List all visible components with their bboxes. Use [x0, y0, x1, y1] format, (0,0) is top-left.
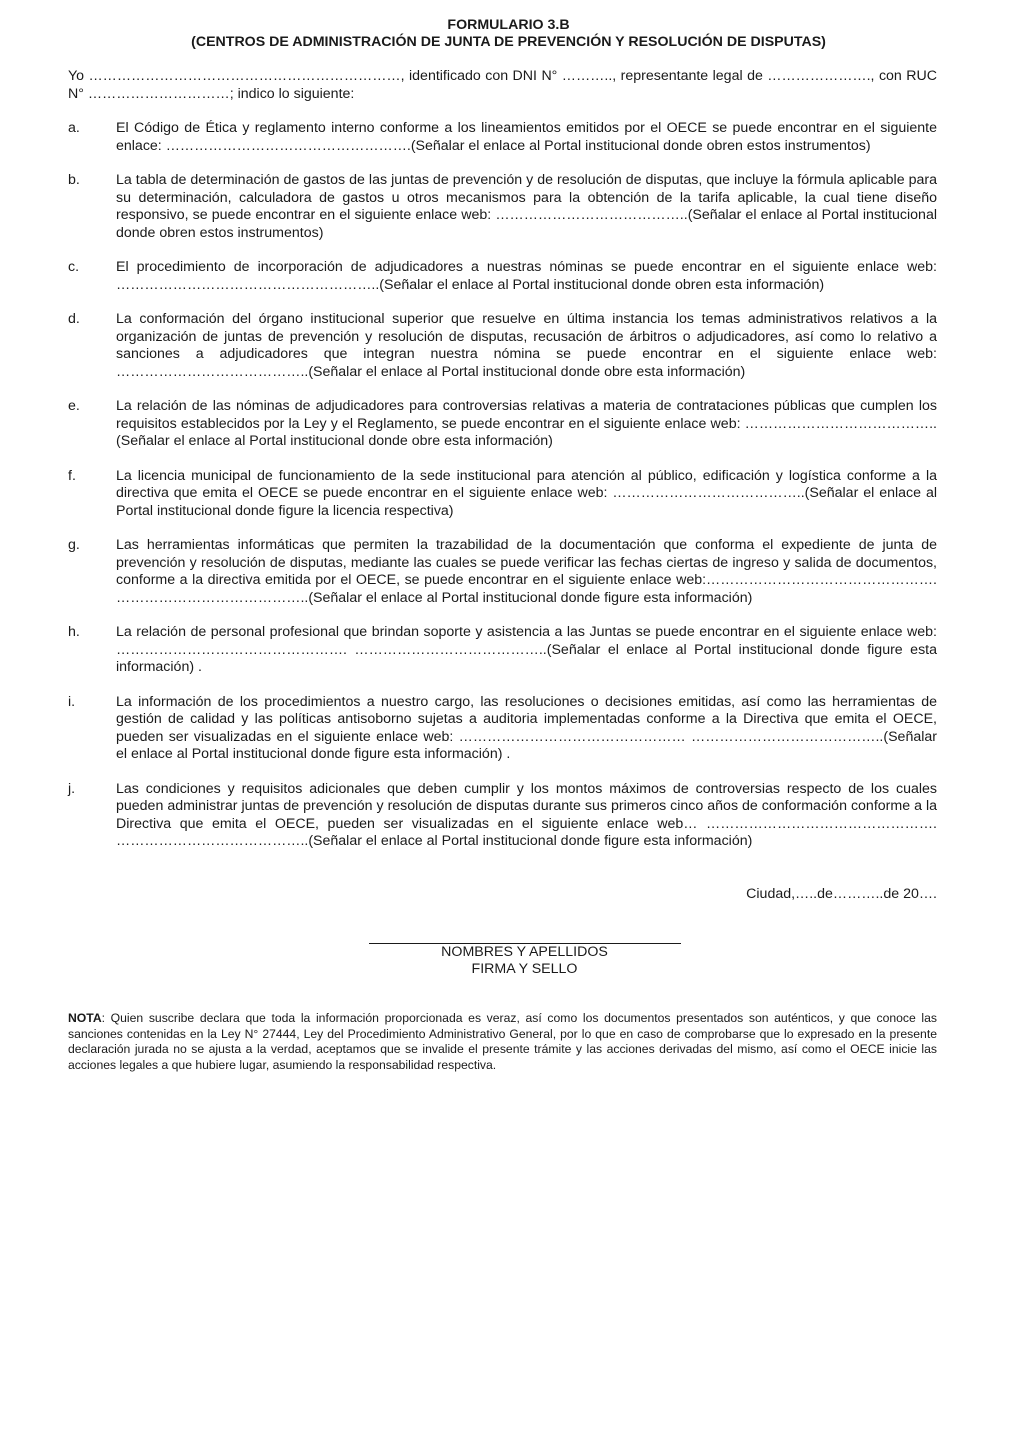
list-item-e	[68, 398, 937, 451]
item-letter: a.	[68, 120, 80, 136]
date-line: Ciudad,…..de………..de 20….	[746, 885, 937, 902]
item-letter: f.	[68, 467, 76, 484]
list-item-h	[68, 624, 937, 677]
item-text: La conformación del órgano institucional superior que resuelve en última instancia los temas administrativos relativos a la organización de juntas de prevención y resolución de disputas, recusación de árbitros o adjudicadores, así como lo relativo a sanciones a adjudicadores que integran nuestra nómina se puede encontrar en el siguiente enlace web: …………………………………..(Señalar el enlace al Portal institucional donde obre esta información)	[116, 311, 937, 380]
note-text: : Quien suscribe declara que toda la información proporcionada es veraz, así como los documentos presentados son auténticos, y que conoce las sanciones contenidas en la Ley N° 27444, Ley del Procedimiento Administrativo General, por lo que en caso de comprobarse que lo expresado en la presente declaración jurada no se ajusta a la verdad, aceptamos que se invalide el presente trámite y las acciones derivadas del mismo, así como el OECE inicie las acciones legales a que hubiere lugar, asumiendo la responsabilidad respectiva.	[68, 1011, 937, 1072]
list-item-d	[68, 311, 937, 381]
signature-stamp-label: FIRMA Y SELLO	[471, 961, 578, 977]
item-letter: h.	[68, 624, 80, 640]
item-letter: c.	[68, 259, 80, 275]
item-letter: e.	[68, 398, 80, 414]
form-title-line2: (CENTROS DE ADMINISTRACIÓN DE JUNTA DE PREVENCIÓN Y RESOLUCIÓN DE DISPUTAS)	[191, 34, 826, 50]
item-letter: i.	[68, 693, 76, 710]
item-text: La relación de las nóminas de adjudicadores para controversias relativas a materia de contrataciones públicas que cumplen los requisitos establecidos por la Ley y el Reglamento, se puede encontrar en el siguiente enlace web: …………………………………..(Señalar el enlace al Portal institucional donde obre esta información)	[116, 398, 937, 449]
item-text: El procedimiento de incorporación de adjudicadores a nuestras nóminas se puede encontrar en el siguiente enlace web: ………………………………………………..(Señalar el enlace al Portal institucional donde obren esta información)	[116, 259, 937, 293]
signature-block	[365, 943, 685, 978]
item-letter: d.	[68, 311, 80, 327]
item-text: La tabla de determinación de gastos de las juntas de prevención y de resolución de disputas, que incluye la fórmula aplicable para su determinación, calculadora de gastos u otros mecanismos para la obtención de la tarifa aplicable, la cual tiene diseño responsivo, se puede encontrar en el siguiente enlace web: …………………………………..(Señalar el enlace al Portal institucional donde obren estos instrumentos)	[116, 172, 937, 241]
item-letter: j.	[68, 780, 76, 797]
list-item-a	[68, 120, 937, 155]
item-text: Las herramientas informáticas que permiten la trazabilidad de la documentación que conforma el expediente de junta de prevención y resolución de disputas, mediante las cuales se puede verificar las fechas ciertas de ingreso y salida de documentos, conforme a la directiva emitida por el OECE, se puede encontrar en el siguiente enlace web:…………………………………………. …………………………………..(Señalar el enlace al Portal institucional donde figure esta información)	[116, 537, 937, 606]
declaration-list	[68, 120, 937, 851]
form-title	[68, 17, 937, 51]
list-item-b	[68, 172, 937, 242]
signature-name-label: NOMBRES Y APELLIDOS	[441, 944, 608, 960]
list-item-f	[68, 468, 937, 521]
item-text: Las condiciones y requisitos adicionales que deben cumplir y los montos máximos de controversias respecto de los cuales pueden administrar juntas de prevención y resolución de disputas durante sus primeros cinco años de conformación conforme a la Directiva que emita el OECE, pueden ser visualizadas en el siguiente enlace web… …………………………………………. …………………………………..(Señalar el enlace al Portal institucional donde figure esta información)	[116, 780, 937, 849]
list-item-g	[68, 537, 937, 607]
list-item-i	[68, 694, 937, 764]
list-item-c	[68, 259, 937, 294]
item-text: La información de los procedimientos a nuestro cargo, las resoluciones o decisiones emitidas, así como las herramientas de gestión de calidad y las políticas antisoborno sujetas a auditoria implementadas conforme a la Directiva que emita el OECE, pueden ser visualizadas en el siguiente enlace web: ………………………………………… …………………………………..(Señalar el enlace al Portal institucional donde figure esta información) .	[116, 693, 937, 762]
note-label: NOTA	[68, 1011, 102, 1025]
item-text: La relación de personal profesional que brindan soporte y asistencia a las Juntas se puede encontrar en el siguiente enlace web: …………………………………………. …………………………………..(Señalar el enlace al Portal institucional donde figure esta información) .	[116, 624, 937, 675]
note-paragraph	[68, 1011, 937, 1073]
form-title-line1: FORMULARIO 3.B	[447, 17, 570, 33]
item-letter: g.	[68, 537, 80, 553]
item-text: La licencia municipal de funcionamiento de la sede institucional para atención al público, edificación y logística conforme a la directiva que emita el OECE se puede encontrar en el siguiente enlace web: …………………………………..(Señalar el enlace al Portal institucional donde figure la licencia respectiva)	[116, 467, 937, 519]
item-text: El Código de Ética y reglamento interno conforme a los lineamientos emitidos por el OECE se puede encontrar en el siguiente enlace: …………………………………………….(Señalar el enlace al Portal institucional donde obren estos instrumentos)	[116, 120, 937, 154]
list-item-j	[68, 781, 937, 851]
item-letter: b.	[68, 172, 80, 188]
intro-paragraph: Yo …………………………………………………………, identificado con DNI N° ……….., representante legal de …………………., con RUC N° …………………………; indico lo siguiente:	[68, 68, 937, 102]
